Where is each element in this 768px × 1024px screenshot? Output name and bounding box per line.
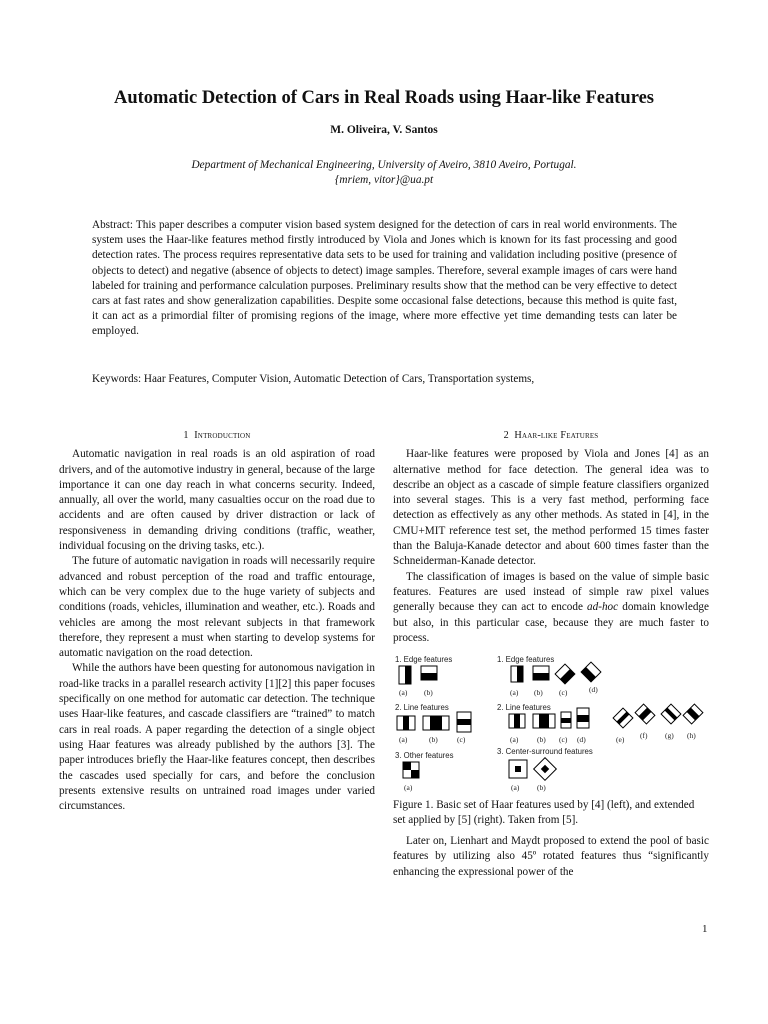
keywords: Keywords: Haar Features, Computer Vision, Automatic Detection of Cars, Transportation systems, (92, 373, 535, 385)
haar-paragraph-1: Haar-like features were proposed by Viola and Jones [4] as an alternative method for face detection. The general idea was to describe an object as a cascade of simple feature classifiers organized into several stages. This is a very fast method, performing face detection as effectively as any other methods. As stated in [4], in the CMU+MIT reference test set, the method performed 15 times faster than the Baluja-Kanade detector and about 600 times faster than the Schneiderman-Kanade detector. (393, 448, 709, 568)
right-column (393, 428, 709, 880)
right-line-feature-e (613, 708, 633, 728)
page-number: 1 (702, 923, 708, 935)
right-center-surround-a (509, 760, 527, 778)
paper-authors: M. Oliveira, V. Santos (330, 124, 438, 136)
left-column (59, 428, 375, 814)
right-edge-sublabel-a: (a) (510, 688, 519, 698)
left-edge-sublabel-a: (a) (399, 688, 408, 698)
left-line-sublabel-a: (a) (399, 735, 408, 745)
haar-paragraph-2 (393, 570, 709, 646)
right-line-sublabel-e: (e) (616, 735, 625, 745)
right-edge-feature-b (533, 666, 549, 680)
right-center-sublabel-b: (b) (537, 783, 546, 793)
section-1-number: 1 (183, 430, 189, 441)
right-line-sublabel-a: (a) (510, 735, 519, 745)
right-edge-sublabel-d: (d) (589, 685, 598, 695)
left-line-feature-a (397, 716, 415, 730)
section-2-title: Haar-like Features (514, 430, 599, 441)
right-line-sublabel-g: (g) (665, 731, 674, 741)
right-edge-feature-a (511, 666, 523, 682)
haar-paragraph-3: Later on, Lienhart and Maydt proposed to extend the pool of basic features by utilizing also 45º rotated features thus “significantly enhancing the expressional power of the (393, 835, 709, 878)
left-line-sublabel-c: (c) (457, 735, 466, 745)
section-2-heading (393, 428, 709, 443)
right-line-sublabel-c: (c) (559, 735, 568, 745)
right-edge-sublabel-c: (c) (559, 688, 568, 698)
section-1-title: Introduction (194, 430, 251, 441)
right-line-feature-a (509, 714, 525, 728)
left-other-label: 3. Other features (395, 751, 454, 761)
right-line-feature-c (561, 712, 571, 728)
right-line-sublabel-h: (h) (687, 731, 696, 741)
right-edge-sublabel-b: (b) (534, 688, 543, 698)
right-line-feature-f (635, 704, 655, 724)
figure-1-caption: Figure 1. Basic set of Haar features used by [4] (left), and extended set applied by [5] (right). Taken from [5]. (393, 799, 695, 827)
left-line-label: 2. Line features (395, 703, 449, 713)
left-edge-sublabel-b: (b) (424, 688, 433, 698)
right-line-feature-g (661, 704, 681, 724)
left-other-sublabel-a: (a) (404, 783, 413, 793)
haar-features-diagram (393, 652, 709, 794)
adhoc-term: ad-hoc (587, 601, 619, 614)
right-line-sublabel-f: (f) (640, 731, 648, 741)
right-center-surround-b (534, 758, 557, 781)
left-line-feature-c (457, 712, 471, 732)
right-line-sublabel-b: (b) (537, 735, 546, 745)
left-edge-label: 1. Edge features (395, 655, 453, 665)
left-edge-feature-b (421, 666, 437, 680)
left-other-feature-a (403, 762, 419, 778)
intro-paragraph-1: Automatic navigation in real roads is an old aspiration of road drivers, and of the automotive industry in general, because of the large importance it can one day reach in what concerns security. Indeed, annually, all over the world, many casualties occur on the road due to accidents and are often caused by driver distraction or lack of responsiveness in demanding driving conditions (traffic, weather, individual focusing on the driving tasks, etc.). (59, 448, 375, 553)
right-line-feature-d (577, 708, 589, 728)
right-line-sublabel-d: (d) (577, 735, 586, 745)
affiliation: Department of Mechanical Engineering, University of Aveiro, 3810 Aveiro, Portugal. (191, 159, 577, 171)
section-2-number: 2 (503, 430, 509, 441)
right-center-sublabel-a: (a) (511, 783, 520, 793)
figure-1-haar-features (393, 652, 709, 794)
right-edge-label: 1. Edge features (497, 655, 555, 665)
intro-paragraph-2: The future of automatic navigation in roads will necessarily require advanced and robust perception of the road and traffic entourage, which can be very complex due to the huge variety of subjects and conditions (roads, vehicles, illumination and weather, etc.). Roads and vehicles are among the most relevant subjects in that framework therefore, they represent a must when starting to develop systems for automatic navigation on the road detection. (59, 555, 375, 660)
left-edge-feature-a (399, 666, 411, 684)
intro-paragraph-3: While the authors have been questing for autonomous navigation in road-like tracks in a parallel research activity [1][2] this paper focuses specifically on one method for automatic car detection. The technique uses Haar-like features, and cascade classifiers are “trained” to match cars in real roads. A paper regarding the detection of a single object using Haar features was already published by the authors [3]. The paper introduces briefly the Haar-like features concept, then describes the cascades used specially for cars, and before the conclusion presents extensive results on untrained road images under varied circumstances. (59, 662, 375, 813)
affiliation-block (0, 158, 768, 188)
haar-paragraph-2-end: domain knowledge but also, in this particular case, because they are much faster to process. (393, 601, 709, 644)
right-line-feature-b (533, 714, 555, 728)
paper-title: Automatic Detection of Cars in Real Roads using Haar-like Features (113, 88, 655, 108)
right-center-surround-label: 3. Center-surround features (497, 747, 593, 757)
right-edge-feature-d (581, 662, 601, 682)
abstract: Abstract: This paper describes a computer vision based system designed for the detection of cars in real world environments. The system uses the Haar-like features method firstly introduced by Viola and Jones which is known for its fast processing and good detection rates. The process requires representative data sets to be used for training and validation including positive (presence of objects to detect) and negative (absence of objects to detect) image samples. Therefore, several example images of cars were hand labeled for training and performance calculation purposes. Preliminary results show that the method can be very effective to detect cars at fast rates and show generalization capabilities. Despite some occasional false detections, because this method is quite fast, it can act as a primordial filter of promising regions of the image, where more effective yet time demanding tests can later be employed. (92, 219, 677, 338)
right-line-label: 2. Line features (497, 703, 551, 713)
section-1-heading (59, 428, 375, 443)
left-line-feature-b (423, 716, 449, 730)
left-line-sublabel-b: (b) (429, 735, 438, 745)
right-edge-feature-c (555, 664, 575, 684)
right-line-feature-h (683, 704, 703, 724)
author-emails: {mriem, vitor}@ua.pt (334, 174, 434, 186)
haar-paragraph-2-start: The classification of images is based on the value of simple basic features. Features are used instead of simple raw pixel values generally because they can act to encode (393, 570, 709, 614)
